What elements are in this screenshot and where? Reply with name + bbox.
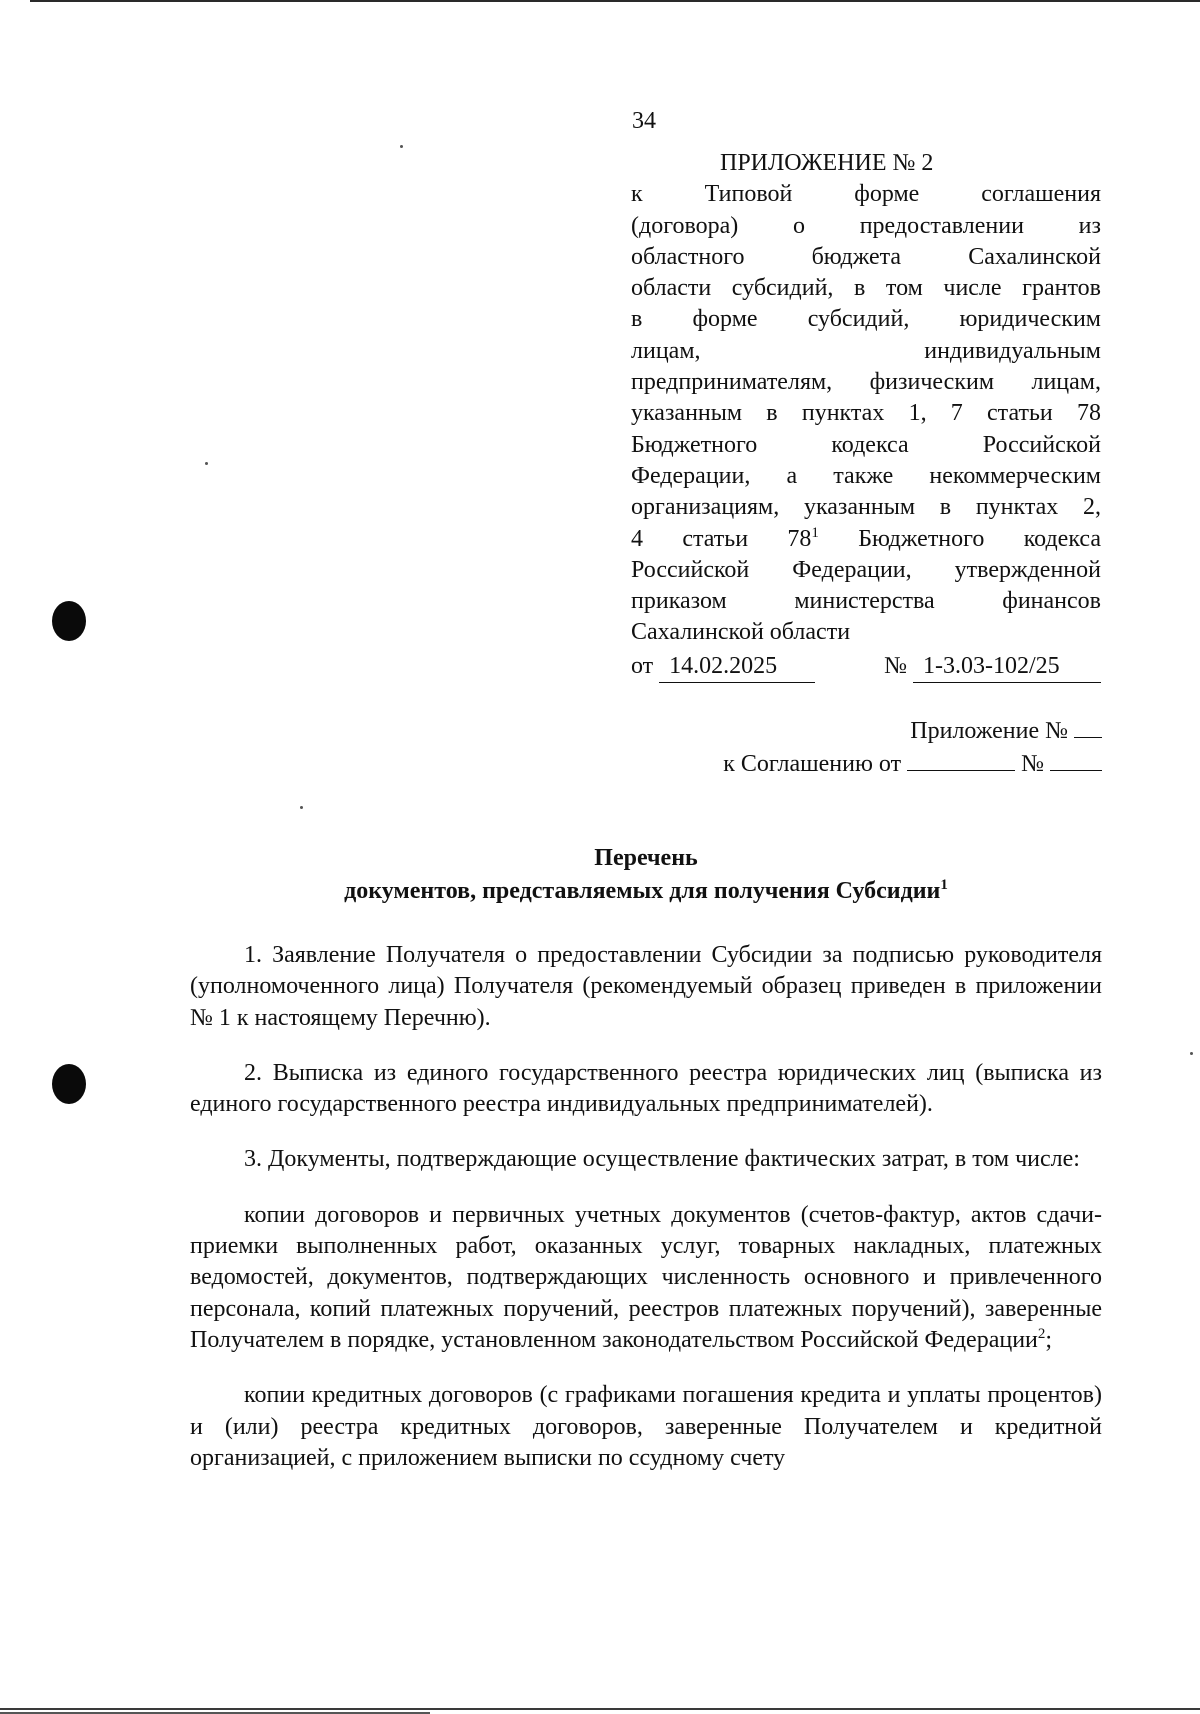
punch-hole-top [52, 601, 86, 641]
paragraph-registry-extract: 2. Выписка из единого государственного реестра юридических лиц (выписка из единого государственного реестра индивидуальных предпринимателей). [190, 1059, 1102, 1118]
scan-speck [205, 462, 208, 465]
scan-edge-bottom [0, 1708, 1200, 1710]
scan-speck [1190, 1052, 1193, 1055]
scan-speck [300, 806, 303, 809]
appendix-line: Бюджетного кодекса Российской [631, 431, 1101, 458]
appendix-line: области субсидий, в том числе грантов [631, 275, 1101, 302]
approval-number: 1-3.03-102/25 [913, 651, 1101, 683]
appendix-line: Сахалинской области [631, 619, 851, 646]
appendix-line: к Типовой форме соглашения [631, 181, 1101, 208]
document-body [190, 940, 1102, 1498]
agreement-date-blank [907, 769, 1015, 771]
appendix-line: (договора) о предоставлении из [631, 212, 1101, 239]
appendix-line: Федерации, а также некоммерческим [631, 462, 1101, 489]
number-sign: № [884, 652, 907, 679]
paragraph-application: 1. Заявление Получателя о предоставлении Субсидии за подписью руководителя (уполномоченного лица) Получателя (рекомендуемый образец приведен в приложении № 1 к настоящему Перечню). [190, 942, 1102, 1031]
appendix-description [631, 179, 1101, 648]
appendix-line: областного бюджета Сахалинской [631, 243, 1101, 270]
appendix-title: ПРИЛОЖЕНИЕ № 2 [720, 150, 934, 176]
footnote-ref: 2 [1037, 1325, 1046, 1342]
annex-number-label: Приложение № [910, 718, 1068, 744]
agreement-annex-reference [723, 715, 1102, 781]
appendix-line: организациям, указанным в пунктах 2, [631, 494, 1101, 521]
page-number: 34 [632, 108, 656, 134]
appendix-line: приказом министерства финансов [631, 588, 1101, 615]
agreement-date-label: к Соглашению от [723, 751, 902, 777]
scan-edge-top [30, 0, 1200, 2]
appendix-line: лицам, индивидуальным [631, 337, 1101, 364]
approval-date-number [631, 651, 1101, 683]
scan-speck [400, 145, 403, 148]
appendix-line: 4 статьи $78^1$ Бюджетного кодекса [631, 524, 1101, 552]
footnote-ref: 1 [940, 877, 948, 893]
agreement-number-blank [1050, 769, 1102, 771]
appendix-approval-block [631, 148, 1101, 683]
punch-hole-bottom [52, 1064, 86, 1104]
paragraph-credit-agreements: копии кредитных договоров (с графиками погашения кредита и уплаты процентов) и (или) реестра кредитных договоров, заверенные Получателем и кредитной организацией, с приложением выписки по ссудному счету [190, 1382, 1102, 1471]
appendix-line: Российской Федерации, утвержденной [631, 556, 1101, 583]
heading-subtitle: документов, представляемых для получения Субсидии$^1$ [344, 877, 948, 904]
agreement-number-sign: № [1021, 751, 1044, 777]
appendix-line: предпринимателям, физическим лицам, [631, 369, 1101, 396]
date-prefix: от [631, 652, 654, 679]
footnote-ref: 1 [811, 524, 819, 541]
paragraph-contract-copies: копии договоров и первичных учетных документов (счетов-фактур, актов сдачи-приемки выполненных работ, оказанных услуг, товарных накладных, платежных ведомостей, документов, подтверждающих численность основного и привлеченного персонала, копий платежных поручений, реестров платежных поручений), заверенные Получателем в порядке, установленном законодательством Российской Федерации$^2$; [190, 1201, 1102, 1353]
appendix-line: указанным в пунктах 1, 7 статьи 78 [631, 400, 1101, 427]
appendix-line: в форме субсидий, юридическим [631, 306, 1101, 333]
document-heading [190, 842, 1102, 908]
approval-date: 14.02.2025 [659, 651, 815, 683]
annex-number-blank [1074, 736, 1102, 738]
heading-title: Перечень [594, 845, 698, 871]
paragraph-cost-documents: 3. Документы, подтверждающие осуществление фактических затрат, в том числе: [244, 1146, 1080, 1173]
